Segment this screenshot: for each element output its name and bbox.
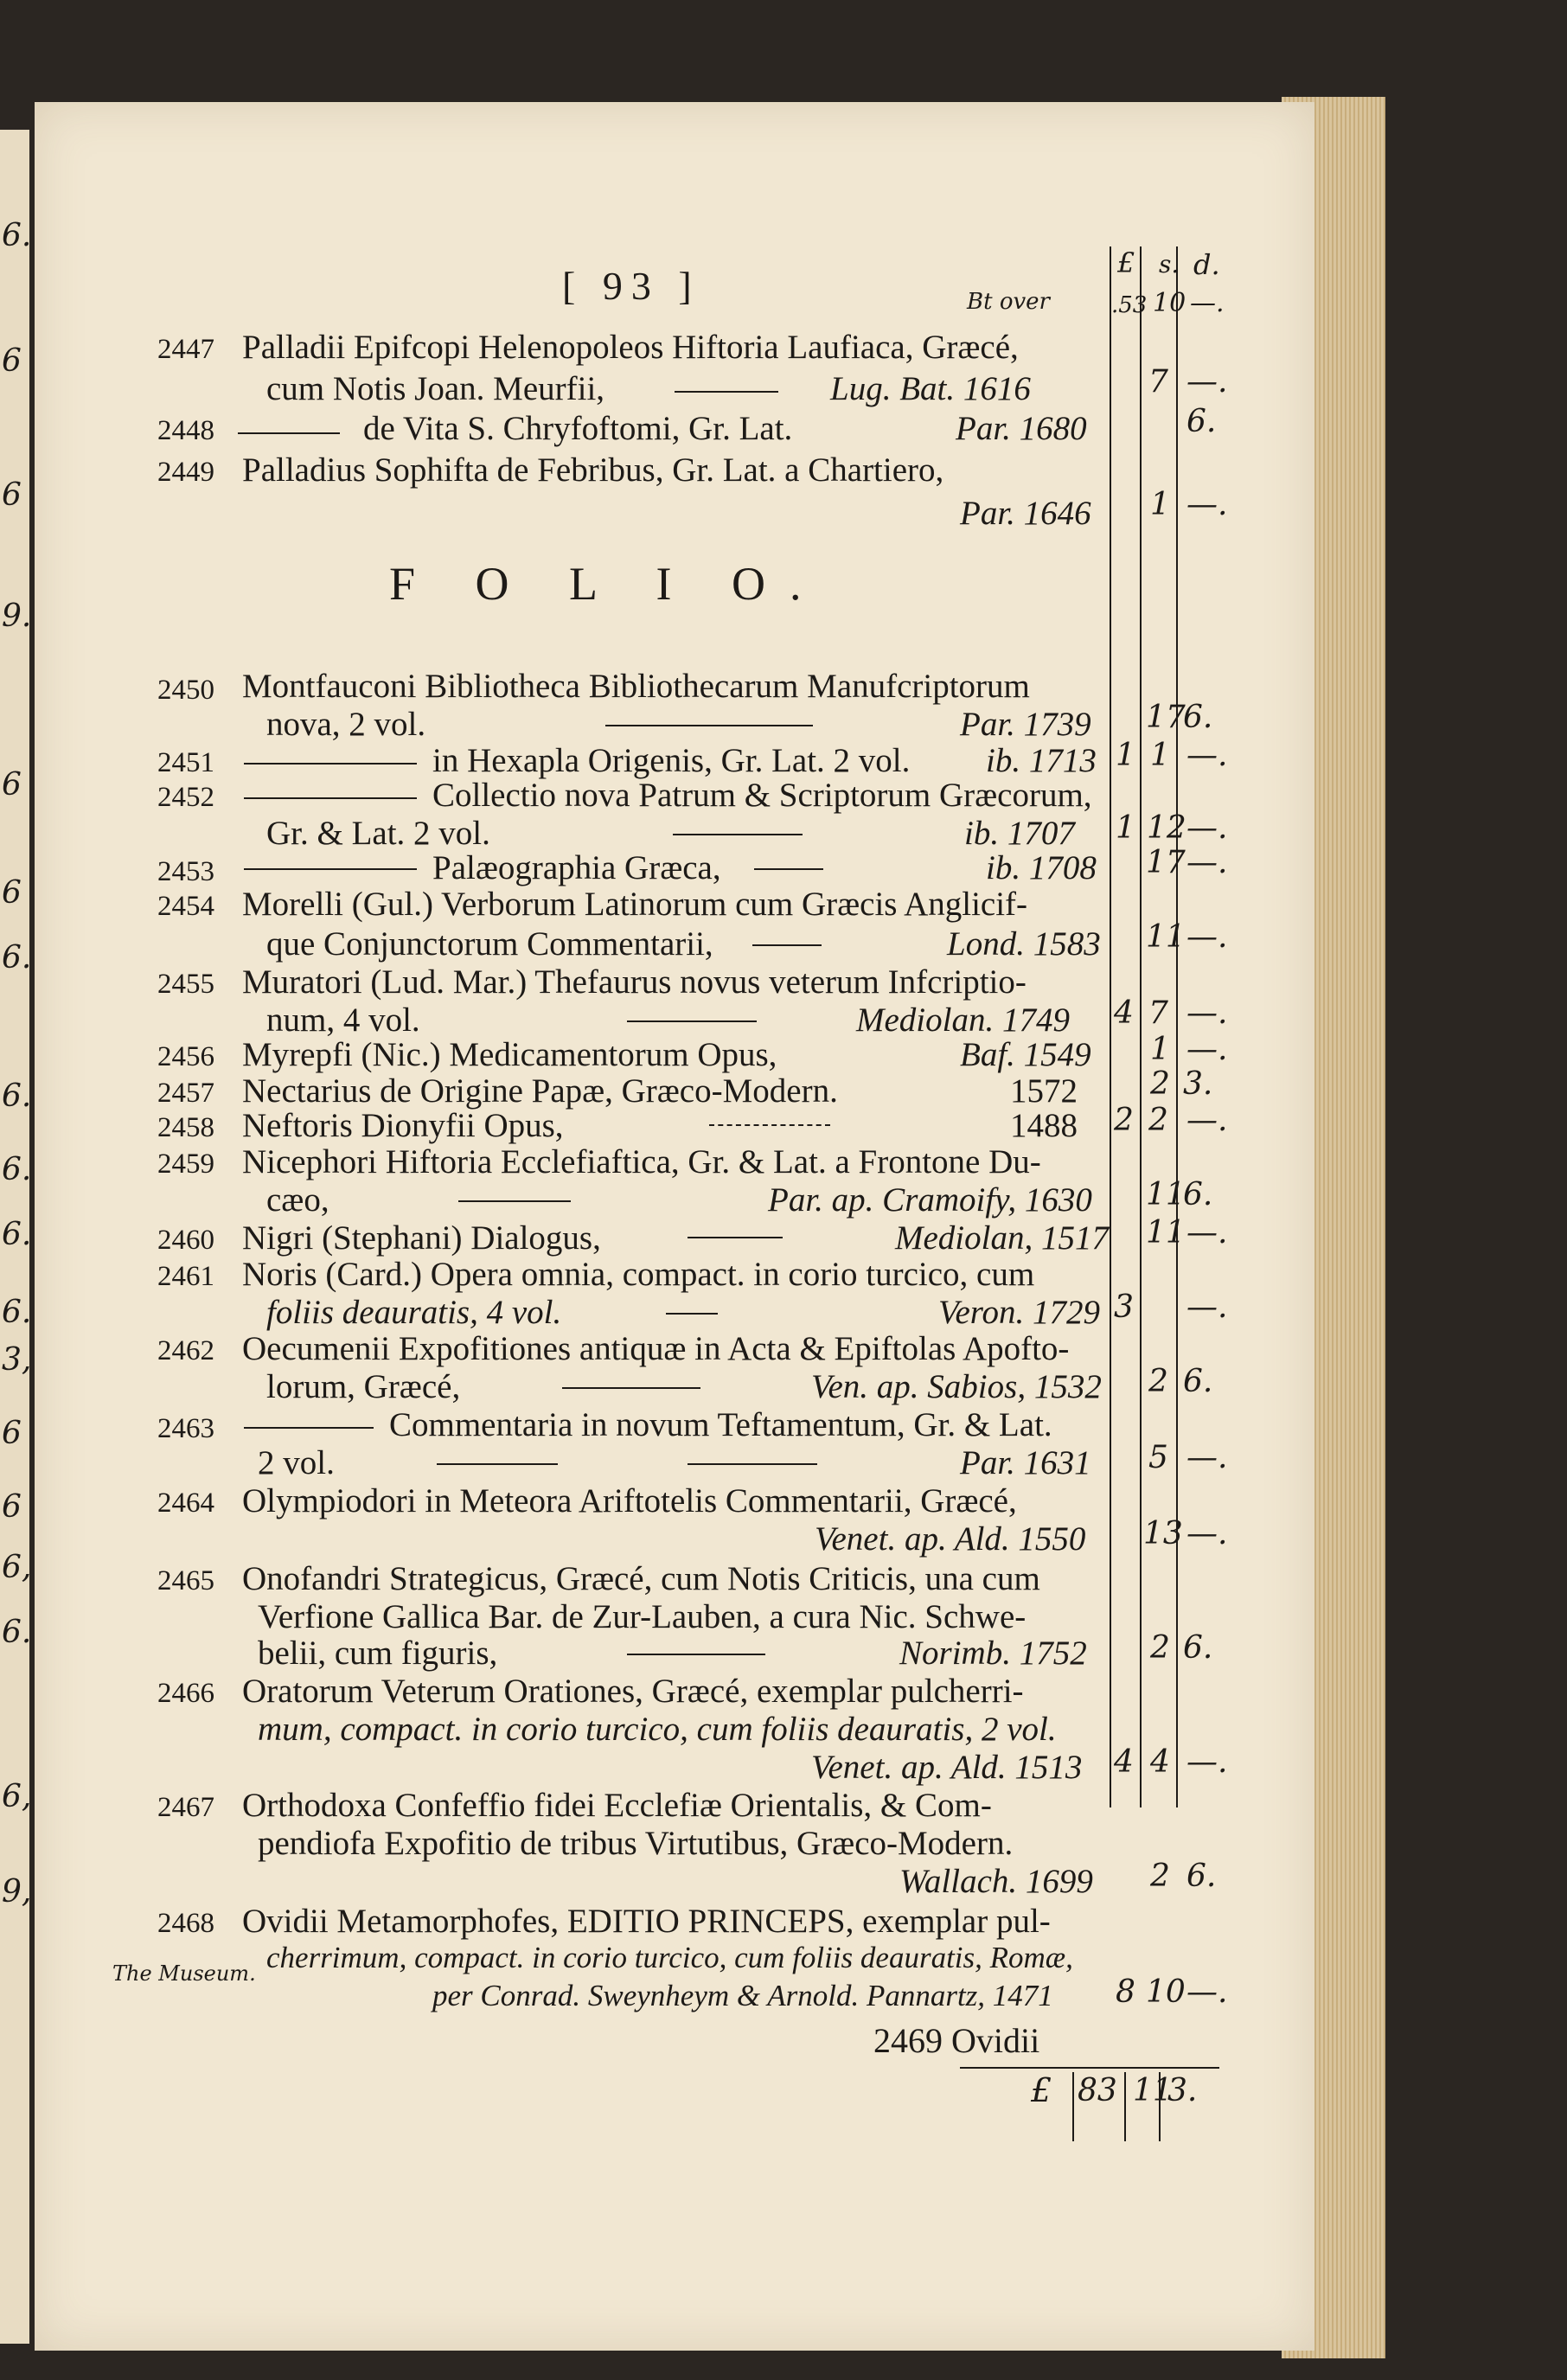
entry-text: Neftoris Dionyfii Opus, — [242, 1107, 564, 1144]
entry-text: Oratorum Veterum Orationes, Græcé, exemplar pulcherri- — [242, 1673, 1024, 1710]
price-pence: 6. — [1186, 404, 1217, 439]
ditto-rule — [458, 1200, 571, 1202]
lot-number: 2464 — [157, 1488, 214, 1519]
price-shillings: 5 — [1148, 1440, 1168, 1475]
carried-shillings: 10 — [1153, 288, 1186, 318]
lot-number: 2453 — [157, 856, 214, 887]
price-pence: —. — [1186, 1744, 1228, 1780]
imprint: ib. 1708 — [986, 849, 1097, 886]
margin-mark: 6 — [2, 767, 22, 803]
imprint: Par. 1631 — [960, 1444, 1091, 1481]
lot-number: 2454 — [157, 891, 214, 922]
entry-text: Palæographia Græca, — [432, 849, 721, 886]
price-pence: —. — [1186, 487, 1228, 522]
price-shillings: 10 — [1146, 1974, 1186, 2010]
price-pence: 6. — [1186, 1859, 1217, 1894]
entry-text: Olympiodori in Meteora Ariftotelis Commentarii, Græcé, — [242, 1482, 1017, 1519]
price-pence: —. — [1186, 364, 1228, 400]
price-pence: —. — [1186, 738, 1228, 773]
price-pounds: 4 — [1114, 1744, 1134, 1780]
price-pounds: 1 — [1116, 810, 1135, 846]
lot-number: 2457 — [157, 1078, 214, 1109]
ditto-rule — [437, 1463, 558, 1465]
total-rule — [960, 2067, 1219, 2069]
catchword: 2469 Ovidii — [873, 2021, 1040, 2060]
carried-pounds: .53 — [1111, 292, 1148, 318]
price-pence: —. — [1186, 1032, 1228, 1067]
imprint: ib. 1707 — [964, 815, 1075, 852]
imprint: Norimb. 1752 — [899, 1635, 1087, 1672]
price-shillings: 7 — [1148, 995, 1168, 1031]
price-pence: —. — [1186, 1516, 1228, 1551]
entry-text: Morelli (Gul.) Verborum Latinorum cum Græcis Anglicif- — [242, 886, 1028, 923]
margin-mark: 9. — [2, 598, 32, 634]
imprint: ib. 1713 — [986, 742, 1097, 779]
price-pounds: 4 — [1114, 995, 1134, 1031]
entry-text: 2 vol. — [258, 1444, 335, 1481]
price-shillings: 2 — [1148, 1364, 1168, 1399]
entry-text: belii, cum figuris, — [258, 1635, 498, 1672]
carried-pence: —. — [1190, 288, 1225, 318]
total-pounds: 83 — [1078, 2073, 1117, 2108]
entry-text: cherrimum, compact. in corio turcico, cum foliis deauratis, Romæ, — [266, 1941, 1073, 1974]
entry-text: Oecumenii Expofitiones antiquæ in Acta & Epiftolas Apofto- — [242, 1330, 1070, 1367]
price-pounds: 2 — [1114, 1103, 1134, 1138]
price-shillings: 17 — [1146, 700, 1186, 735]
price-pence: 6. — [1183, 1177, 1213, 1212]
lot-number: 2463 — [157, 1413, 214, 1444]
imprint: Mediolan, 1517 — [895, 1219, 1109, 1257]
margin-mark: 6. — [2, 218, 32, 253]
lot-number: 2461 — [157, 1261, 214, 1292]
price-shillings: 2 — [1150, 1630, 1170, 1666]
imprint: Par. 1646 — [960, 495, 1091, 532]
imprint: 1488 — [1010, 1107, 1078, 1144]
lot-number: 2468 — [157, 1908, 214, 1939]
pounds-header: £ — [1117, 246, 1135, 279]
price-shillings: 2 — [1148, 1103, 1168, 1138]
price-pence: 6. — [1183, 1630, 1213, 1666]
lot-number: 2456 — [157, 1041, 214, 1072]
margin-mark: 6 — [2, 477, 22, 513]
margin-mark: 6 — [2, 1416, 22, 1451]
entry-text: mum, compact. in corio turcico, cum foliis deauratis, 2 vol. — [258, 1711, 1057, 1748]
ledger-rule — [1140, 246, 1142, 1807]
ledger-rule — [1110, 246, 1111, 1807]
ditto-rule — [244, 763, 417, 765]
imprint: Ven. ap. Sabios, 1532 — [811, 1368, 1102, 1405]
imprint: per Conrad. Sweynheym & Arnold. Pannartz, 1471 — [432, 1979, 1053, 2012]
section-heading: F O L I O. — [389, 558, 826, 610]
lot-number: 2452 — [157, 782, 214, 813]
ditto-rule — [627, 1020, 757, 1022]
price-shillings: 1 — [1150, 1032, 1170, 1067]
entry-text: lorum, Græcé, — [266, 1368, 461, 1405]
ledger-rule — [1124, 2072, 1126, 2141]
entry-text: foliis deauratis, 4 vol. — [266, 1294, 562, 1331]
carried-over-note: Bt over — [967, 289, 1050, 315]
price-pounds: 3 — [1114, 1289, 1134, 1325]
price-pence: 6. — [1183, 700, 1213, 735]
price-shillings: 11 — [1146, 1177, 1186, 1212]
ledger-rule — [1159, 2072, 1161, 2141]
entry-text: pendiofa Expofitio de tribus Virtutibus, Græco-Modern. — [258, 1825, 1014, 1862]
price-pounds: 8 — [1116, 1974, 1135, 2010]
lot-number: 2467 — [157, 1792, 214, 1823]
ditto-rule — [709, 1124, 830, 1126]
entry-text: Onofandri Strategicus, Græcé, cum Notis Criticis, una cum — [242, 1560, 1040, 1597]
margin-mark: 6. — [2, 1152, 32, 1187]
imprint: 1572 — [1010, 1072, 1078, 1110]
lot-number: 2450 — [157, 675, 214, 706]
price-shillings: 13 — [1143, 1516, 1183, 1551]
entry-text: Collectio nova Patrum & Scriptorum Græcorum, — [432, 777, 1092, 814]
ditto-rule — [688, 1237, 783, 1238]
imprint: Par. 1739 — [960, 706, 1091, 743]
entry-text: cæo, — [266, 1181, 329, 1219]
price-pence: —. — [1186, 1440, 1228, 1475]
ditto-rule — [688, 1463, 817, 1465]
total-pounds-symbol: £ — [1031, 2071, 1052, 2109]
price-pence: 3. — [1183, 1066, 1213, 1102]
buyer-note: The Museum. — [112, 1961, 256, 1986]
imprint: Wallach. 1699 — [899, 1863, 1093, 1900]
imprint: Par. ap. Cramoify, 1630 — [768, 1181, 1092, 1219]
entry-text: Orthodoxa Confeffio fidei Ecclefiæ Orientalis, & Com- — [242, 1787, 992, 1824]
price-pounds: 1 — [1116, 738, 1135, 773]
price-shillings: 11 — [1146, 919, 1186, 955]
lot-number: 2448 — [157, 415, 214, 446]
total-pence: 3. — [1167, 2073, 1198, 2108]
price-pence: —. — [1186, 1215, 1228, 1251]
price-pence: —. — [1186, 845, 1228, 880]
imprint: Veron. 1729 — [938, 1294, 1101, 1331]
ledger-rule — [1176, 246, 1178, 1807]
margin-mark: 6. — [2, 940, 32, 976]
imprint: Venet. ap. Ald. 1513 — [811, 1749, 1083, 1786]
entry-text: Ovidii Metamorphofes, EDITIO PRINCEPS, exemplar pul- — [242, 1903, 1051, 1940]
imprint: Lug. Bat. 1616 — [830, 370, 1031, 407]
ditto-rule — [605, 725, 813, 726]
price-pence: 6. — [1183, 1364, 1213, 1399]
entry-text: Nectarius de Origine Papæ, Græco-Modern. — [242, 1072, 838, 1110]
ledger-rule — [1072, 2072, 1074, 2141]
margin-mark: 6, — [2, 1550, 32, 1585]
entry-text: Nigri (Stephani) Dialogus, — [242, 1219, 601, 1257]
margin-mark: 6, — [2, 1779, 32, 1814]
entry-text: Noris (Card.) Opera omnia, compact. in corio turcico, cum — [242, 1256, 1035, 1293]
margin-mark: 6. — [2, 1295, 32, 1330]
entry-text: Montfauconi Bibliotheca Bibliothecarum Manufcriptorum — [242, 668, 1030, 705]
pence-header: d. — [1193, 248, 1220, 281]
margin-mark: 6 — [2, 343, 22, 379]
entry-text: Palladii Epifcopi Helenopoleos Hiftoria Laufiaca, Græcé, — [242, 329, 1019, 366]
price-shillings: 11 — [1146, 1215, 1186, 1251]
imprint: Par. 1680 — [956, 410, 1087, 447]
price-pence: —. — [1186, 810, 1228, 846]
margin-mark: 6 — [2, 1489, 22, 1525]
price-shillings: 1 — [1150, 487, 1170, 522]
ditto-rule — [244, 797, 417, 799]
entry-text: Gr. & Lat. 2 vol. — [266, 815, 490, 852]
lot-number: 2465 — [157, 1565, 214, 1596]
imprint: Lond. 1583 — [947, 925, 1101, 963]
price-pence: —. — [1186, 1289, 1228, 1325]
price-pence: —. — [1186, 1103, 1228, 1138]
ditto-rule — [673, 834, 803, 835]
ditto-rule — [244, 1427, 374, 1429]
entry-text: Palladius Sophifta de Febribus, Gr. Lat. a Chartiero, — [242, 451, 944, 489]
entry-text: in Hexapla Origenis, Gr. Lat. 2 vol. — [432, 742, 911, 779]
entry-text: cum Notis Joan. Meurfii, — [266, 370, 605, 407]
margin-mark: 6. — [2, 1217, 32, 1252]
price-shillings: 4 — [1150, 1744, 1170, 1780]
entry-text: nova, 2 vol. — [266, 706, 426, 743]
price-shillings: 7 — [1148, 364, 1168, 400]
ditto-rule — [238, 432, 340, 434]
lot-number: 2449 — [157, 457, 214, 488]
lot-number: 2455 — [157, 969, 214, 1000]
entry-text: Nicephori Hiftoria Ecclefiaftica, Gr. & Lat. a Frontone Du- — [242, 1143, 1041, 1180]
price-shillings: 2 — [1150, 1859, 1170, 1894]
total-shillings: 11 — [1133, 2073, 1173, 2108]
lot-number: 2459 — [157, 1148, 214, 1180]
entry-text: Commentaria in novum Teftamentum, Gr. & Lat. — [389, 1406, 1052, 1443]
margin-mark: 6. — [2, 1078, 32, 1114]
price-shillings: 12 — [1147, 810, 1186, 846]
margin-mark: 6 — [2, 875, 22, 911]
lot-number: 2460 — [157, 1225, 214, 1256]
entry-text: Myrepfi (Nic.) Medicamentorum Opus, — [242, 1036, 777, 1073]
margin-mark: 6. — [2, 1615, 32, 1650]
lot-number: 2466 — [157, 1678, 214, 1709]
entry-text: Verfione Gallica Bar. de Zur-Lauben, a cura Nic. Schwe- — [258, 1598, 1027, 1635]
price-pence: —. — [1186, 1974, 1228, 2010]
price-pence: —. — [1186, 995, 1228, 1031]
margin-mark: 9, — [2, 1874, 32, 1910]
price-pence: —. — [1186, 919, 1228, 955]
ditto-rule — [627, 1654, 765, 1655]
shillings-header: s. — [1159, 250, 1180, 278]
margin-mark: 3, — [2, 1342, 32, 1378]
entry-text: num, 4 vol. — [266, 1001, 420, 1039]
price-shillings: 2 — [1150, 1066, 1170, 1102]
imprint: Baf. 1549 — [960, 1036, 1091, 1073]
entry-text: que Conjunctorum Commentarii, — [266, 925, 713, 963]
imprint: Venet. ap. Ald. 1550 — [815, 1520, 1086, 1558]
entry-text: Muratori (Lud. Mar.) Thefaurus novus veterum Infcriptio- — [242, 963, 1027, 1001]
price-shillings: 17 — [1146, 845, 1186, 880]
ditto-rule — [752, 944, 822, 946]
ditto-rule — [562, 1387, 700, 1389]
lot-number: 2458 — [157, 1112, 214, 1143]
ditto-rule — [244, 868, 417, 870]
ditto-rule — [754, 868, 823, 870]
lot-number: 2447 — [157, 334, 214, 365]
ditto-rule — [675, 391, 778, 393]
price-shillings: 1 — [1150, 738, 1170, 773]
lot-number: 2451 — [157, 747, 214, 778]
imprint: Mediolan. 1749 — [856, 1001, 1070, 1039]
lot-number: 2462 — [157, 1335, 214, 1366]
ditto-rule — [666, 1313, 718, 1315]
page-number: [ 93 ] — [562, 264, 700, 308]
entry-text: de Vita S. Chryfoftomi, Gr. Lat. — [363, 410, 793, 447]
